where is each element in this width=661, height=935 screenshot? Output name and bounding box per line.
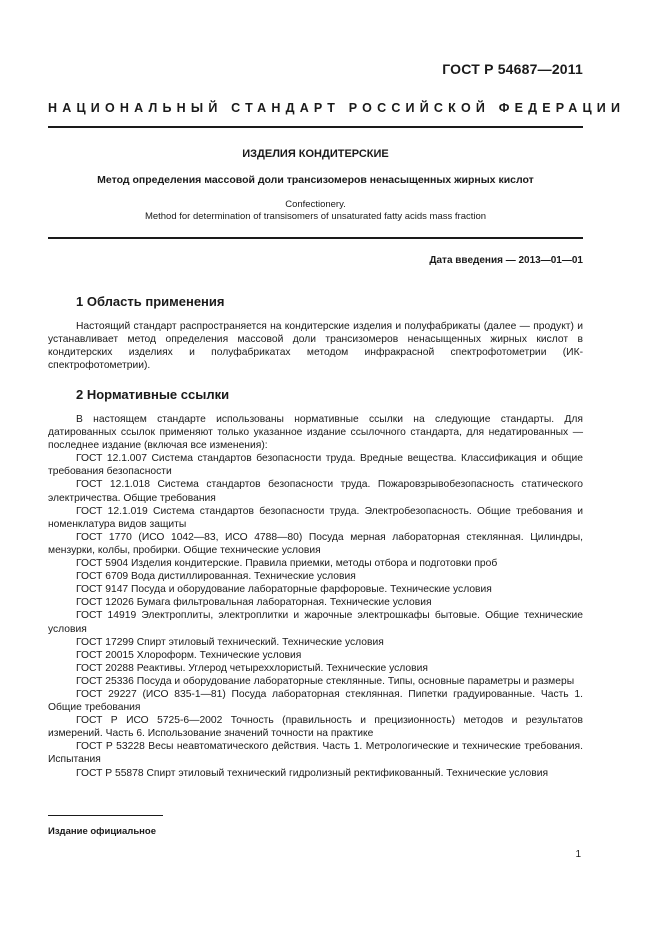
title-divider <box>48 237 583 239</box>
reference-item: ГОСТ Р 53228 Весы неавтоматического действия. Часть 1. Метрологические и технические требования. Испытания <box>48 741 583 766</box>
reference-item: ГОСТ 29227 (ИСО 835-1—81) Посуда лабораторная стеклянная. Пипетки градуированные. Часть 1. Общие требования <box>48 688 583 714</box>
reference-item: ГОСТ 12.1.018 Система стандартов безопасности труда. Пожаровзрывобезопасность статического электричества. Общие требования <box>48 479 583 504</box>
reference-item: ГОСТ Р ИСО 5725-6—2002 Точность (правильность и прецизионность) методов и результатов измерений. Часть 6. Использование значений точности на практике <box>48 715 583 740</box>
section-2-heading: 2 Нормативные ссылки <box>76 387 230 402</box>
document-number: ГОСТ Р 54687—2011 <box>442 61 583 77</box>
english-title-line-2: Method for determination of transisomers of unsaturated fatty acids mass fraction <box>144 211 487 222</box>
reference-item: ГОСТ 20288 Реактивы. Углерод четыреххлористый. Технические условия <box>76 662 428 674</box>
reference-item: ГОСТ 12.1.007 Система стандартов безопасности труда. Вредные вещества. Классификация и общие требования безопасности <box>48 453 583 478</box>
introduction-date: Дата введения — 2013—01—01 <box>429 255 583 266</box>
document-title: ИЗДЕЛИЯ КОНДИТЕРСКИЕ <box>242 148 389 160</box>
national-standard-heading: НАЦИОНАЛЬНЫЙ СТАНДАРТ РОССИЙСКОЙ ФЕДЕРАЦИИ <box>48 101 626 115</box>
section-1-heading: 1 Область применения <box>76 294 225 309</box>
official-edition-label: Издание официальное <box>48 826 156 837</box>
footer-divider <box>48 815 163 816</box>
reference-item: ГОСТ 1770 (ИСО 1042—83, ИСО 4788—80) Посуда мерная лабораторная стеклянная. Цилиндры, мензурки, колбы, пробирки. Общие технические условия <box>48 531 583 556</box>
reference-item: ГОСТ 20015 Хлороформ. Технические условия <box>76 649 302 661</box>
reference-item: ГОСТ 12.1.019 Система стандартов безопасности труда. Электробезопасность. Общие требования и номенклатура видов защиты <box>48 505 583 530</box>
reference-item: ГОСТ 5904 Изделия кондитерские. Правила приемки, методы отбора и подготовки проб <box>76 558 498 570</box>
page-number: 1 <box>575 849 581 860</box>
reference-item: В настоящем стандарте использованы нормативные ссылки на следующие стандарты. Для датированных ссылок применяют только указанное издание ссылочного стандарта, для недатированных — последнее издание (включая все изменения): <box>48 414 583 452</box>
reference-item: ГОСТ 25336 Посуда и оборудование лабораторные стеклянные. Типы, основные параметры и размеры <box>76 675 575 687</box>
english-title <box>48 199 583 223</box>
section-1-text: Настоящий стандарт распространяется на кондитерские изделия и полуфабрикаты (далее — продукт) и устанавливает метод определения массовой доли трансизомеров ненасыщенных жирных кислот в кондитерских изделиях и полуфабрикатах методом инфракрасной спектрофотометрии (ИК-спектрофотометрии). <box>48 321 583 372</box>
normative-references <box>48 413 583 780</box>
reference-item: ГОСТ 6709 Вода дистиллированная. Технические условия <box>76 571 356 583</box>
reference-item: ГОСТ 17299 Спирт этиловый технический. Технические условия <box>76 636 384 648</box>
reference-item: ГОСТ Р 55878 Спирт этиловый технический гидролизный ректификованный. Технические условия <box>76 767 549 779</box>
reference-item: ГОСТ 12026 Бумага фильтровальная лабораторная. Технические условия <box>76 597 432 609</box>
english-title-line-1: Confectionery. <box>285 199 346 210</box>
top-divider <box>48 126 583 128</box>
reference-item: ГОСТ 9147 Посуда и оборудование лабораторные фарфоровые. Технические условия <box>76 584 492 596</box>
document-subtitle: Метод определения массовой доли трансизомеров ненасыщенных жирных кислот <box>97 174 534 186</box>
reference-item: ГОСТ 14919 Электроплиты, электроплитки и жарочные электрошкафы бытовые. Общие технические условия <box>48 610 583 635</box>
